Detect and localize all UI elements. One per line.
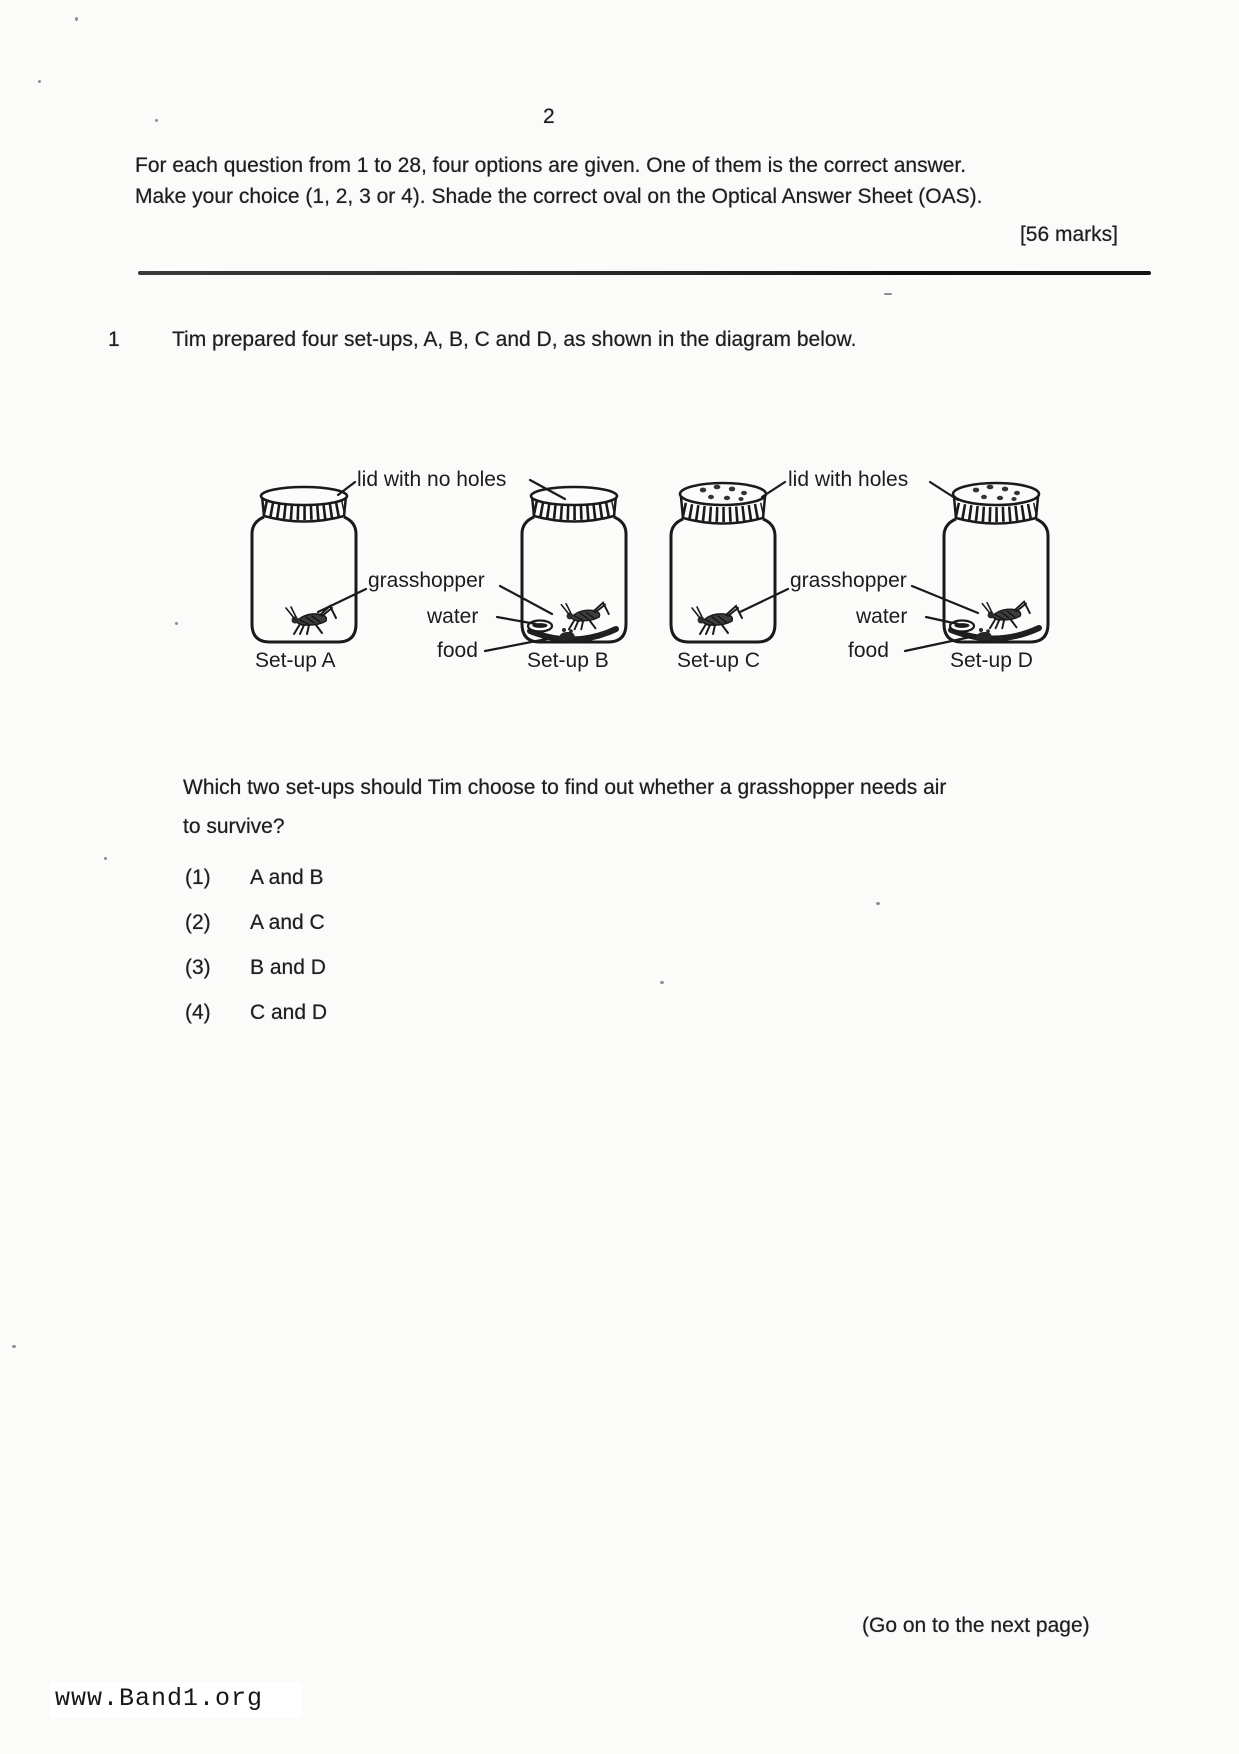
label-lid-with-no-holes: lid with no holes [357,468,507,491]
label-water-left: water [427,605,479,628]
scan-speck [104,857,107,860]
label-setup-d: Set-up D [950,649,1033,672]
option-1-number: (1) [185,866,211,889]
label-lid-with-holes: lid with holes [788,468,909,491]
option-4-number: (4) [185,1001,211,1024]
label-food-left: food [437,639,478,662]
option-2-text: A and C [250,911,325,934]
option-2-number: (2) [185,911,211,934]
horizontal-rule [138,271,1151,275]
label-grasshopper-left: grasshopper [368,569,485,592]
go-to-next-page-note: (Go on to the next page) [862,1614,1090,1637]
label-water-right: water [856,605,908,628]
instructions-line-2: Make your choice (1, 2, 3 or 4). Shade the correct oval on the Optical Answer Sheet (OAS). [135,185,983,208]
instructions-block [135,150,1025,212]
question-prompt-line-2: to survive? [183,815,285,838]
marks-label: [56 marks] [1019,223,1118,246]
label-grasshopper-right: grasshopper [790,569,907,592]
question-stem: Tim prepared four set-ups, A, B, C and D, as shown in the diagram below. [172,328,857,351]
scan-speck [155,119,158,122]
option-1-text: A and B [250,866,324,889]
instructions-line-1: For each question from 1 to 28, four options are given. One of them is the correct answer. [135,154,967,177]
label-food-right: food [848,639,889,662]
scan-speck [38,80,41,83]
setup-diagram [200,400,1060,680]
option-3-number: (3) [185,956,211,979]
label-setup-c: Set-up C [677,649,760,672]
scan-speck [175,622,178,625]
jar-setup-a [252,487,356,642]
option-4-text: C and D [250,1001,328,1024]
scan-speck [876,902,880,905]
option-3-text: B and D [250,956,326,979]
scan-speck [884,293,892,295]
question-number: 1 [108,328,120,351]
scan-speck [75,17,78,21]
scan-speck [660,981,664,984]
watermark: www.Band1.org [50,1682,301,1718]
label-setup-a: Set-up A [255,649,336,672]
scan-speck [12,1345,16,1348]
question-prompt-line-1: Which two set-ups should Tim choose to find out whether a grasshopper needs air [183,776,947,799]
page-number: 2 [543,105,555,128]
label-setup-b: Set-up B [527,649,609,672]
